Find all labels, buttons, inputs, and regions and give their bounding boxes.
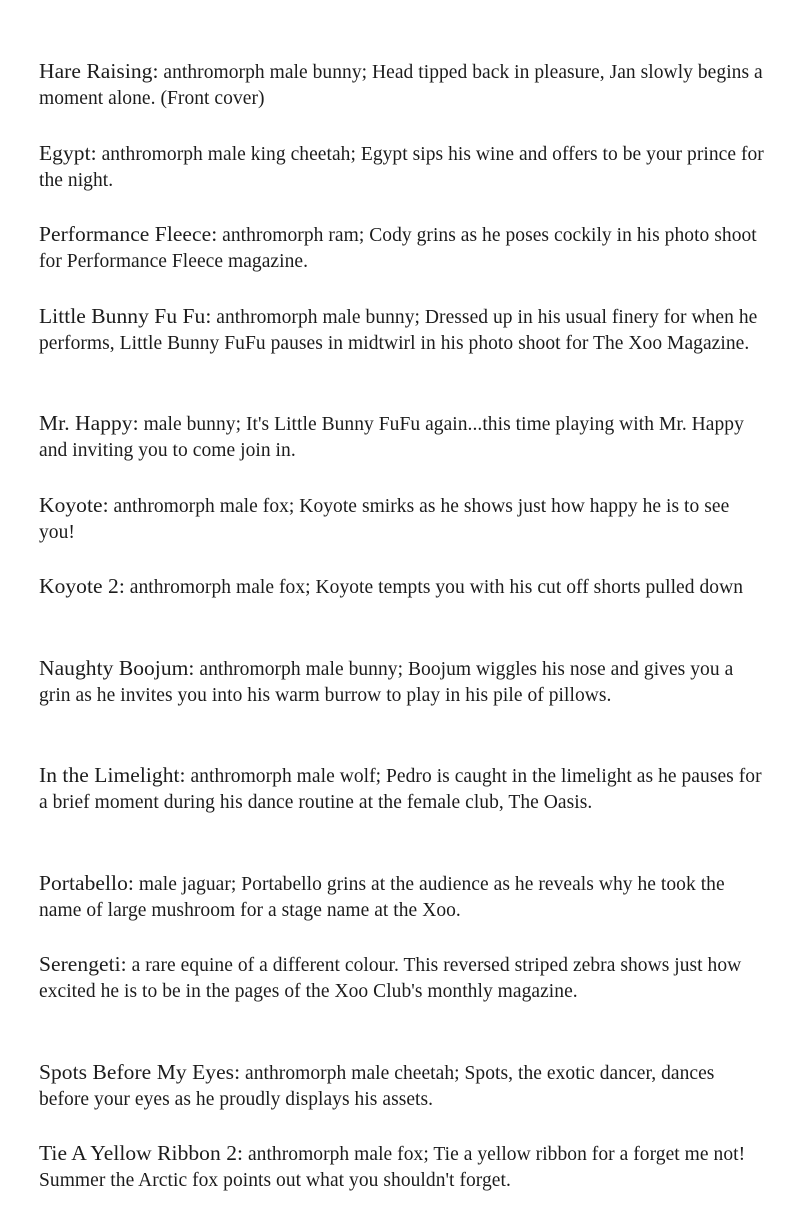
- entry-title: Hare Raising:: [39, 59, 159, 83]
- entry-title: Spots Before My Eyes:: [39, 1059, 241, 1084]
- entry-paragraph: [39, 492, 769, 546]
- entry-description: anthromorph male bunny; Boojum wiggles his nose and gives you a grin as he invites you into his warm burrow to play in his pile of pillows.: [39, 658, 734, 706]
- entry-paragraph: [39, 410, 769, 464]
- entry-koyote: [39, 492, 769, 574]
- entry-paragraph: [39, 1140, 769, 1194]
- entry-performance-fleece: [39, 221, 769, 303]
- entry-serengeti: [39, 951, 769, 1059]
- entry-paragraph: [39, 58, 769, 112]
- entry-title: In the Limelight:: [39, 763, 186, 787]
- entry-paragraph: [39, 573, 769, 601]
- entry-paragraph: [39, 870, 769, 924]
- entry-description: anthromorph male wolf; Pedro is caught in the limelight as he pauses for a brief moment during his dance routine at the female club, The Oasis.: [39, 766, 762, 813]
- entry-title: Mr. Happy:: [39, 411, 139, 435]
- entry-in-the-limelight: [39, 762, 769, 870]
- entry-title: Koyote:: [39, 492, 109, 517]
- entry-title: Tie A Yellow Ribbon 2:: [39, 1141, 244, 1165]
- entry-title: Naughty Boojum:: [39, 655, 195, 680]
- entry-paragraph: [39, 221, 769, 275]
- entry-description: anthromorph male bunny; Head tipped back in pleasure, Jan slowly begins a moment alone. (Front cover): [39, 62, 763, 109]
- entry-portabello: [39, 870, 769, 952]
- entry-title: Little Bunny Fu Fu:: [39, 303, 212, 328]
- catalog-page: [39, 58, 769, 1222]
- entry-description: anthromorph male fox; Koyote smirks as he shows just how happy he is to see you!: [39, 495, 730, 543]
- entry-paragraph: [39, 762, 769, 816]
- entry-description: male bunny; It's Little Bunny FuFu again...this time playing with Mr. Happy and inviting you to come join in.: [39, 414, 744, 461]
- entry-description: anthromorph male king cheetah; Egypt sips his wine and offers to be your prince for the night.: [39, 143, 764, 191]
- entry-paragraph: [39, 1059, 769, 1113]
- entry-description: anthromorph male fox; Koyote tempts you with his cut off shorts pulled down: [124, 577, 743, 598]
- entry-title: Egypt:: [39, 140, 97, 165]
- entry-tie-a-yellow-ribbon-2: [39, 1140, 769, 1222]
- entry-naughty-boojum: [39, 655, 769, 763]
- entry-description: anthromorph ram; Cody grins as he poses cockily in his photo shoot for Performance Fleece magazine.: [39, 225, 757, 272]
- entry-paragraph: [39, 140, 769, 194]
- entry-description: a rare equine of a different colour. This reversed striped zebra shows just how excited he is to be in the pages of the Xoo Club's monthly magazine.: [39, 955, 742, 1002]
- entry-description: male jaguar; Portabello grins at the audience as he reveals why he took the name of large mushroom for a stage name at the Xoo.: [39, 873, 725, 921]
- entry-hare-raising: [39, 58, 769, 140]
- entry-paragraph: [39, 951, 769, 1005]
- entry-little-bunny-fu-fu: [39, 303, 769, 411]
- entry-paragraph: [39, 655, 769, 709]
- entry-egypt: [39, 140, 769, 222]
- entry-description: anthromorph male cheetah; Spots, the exotic dancer, dances before your eyes as he proudly displays his assets.: [39, 1062, 715, 1110]
- entry-koyote-2: [39, 573, 769, 655]
- entry-paragraph: [39, 303, 769, 357]
- entry-mr-happy: [39, 410, 769, 492]
- entry-title: Portabello:: [39, 870, 134, 895]
- entry-spots-before-my-eyes: [39, 1059, 769, 1141]
- entry-title: Koyote 2:: [39, 574, 125, 598]
- entry-title: Performance Fleece:: [39, 222, 218, 246]
- entry-description: anthromorph male bunny; Dressed up in his usual finery for when he performs, Little Bunny FuFu pauses in midtwirl in his photo shoot for The Xoo Magazine.: [39, 306, 758, 354]
- entry-title: Serengeti:: [39, 952, 127, 976]
- entry-description: anthromorph male fox; Tie a yellow ribbon for a forget me not! Summer the Arctic fox points out what you shouldn't forget.: [39, 1144, 746, 1191]
